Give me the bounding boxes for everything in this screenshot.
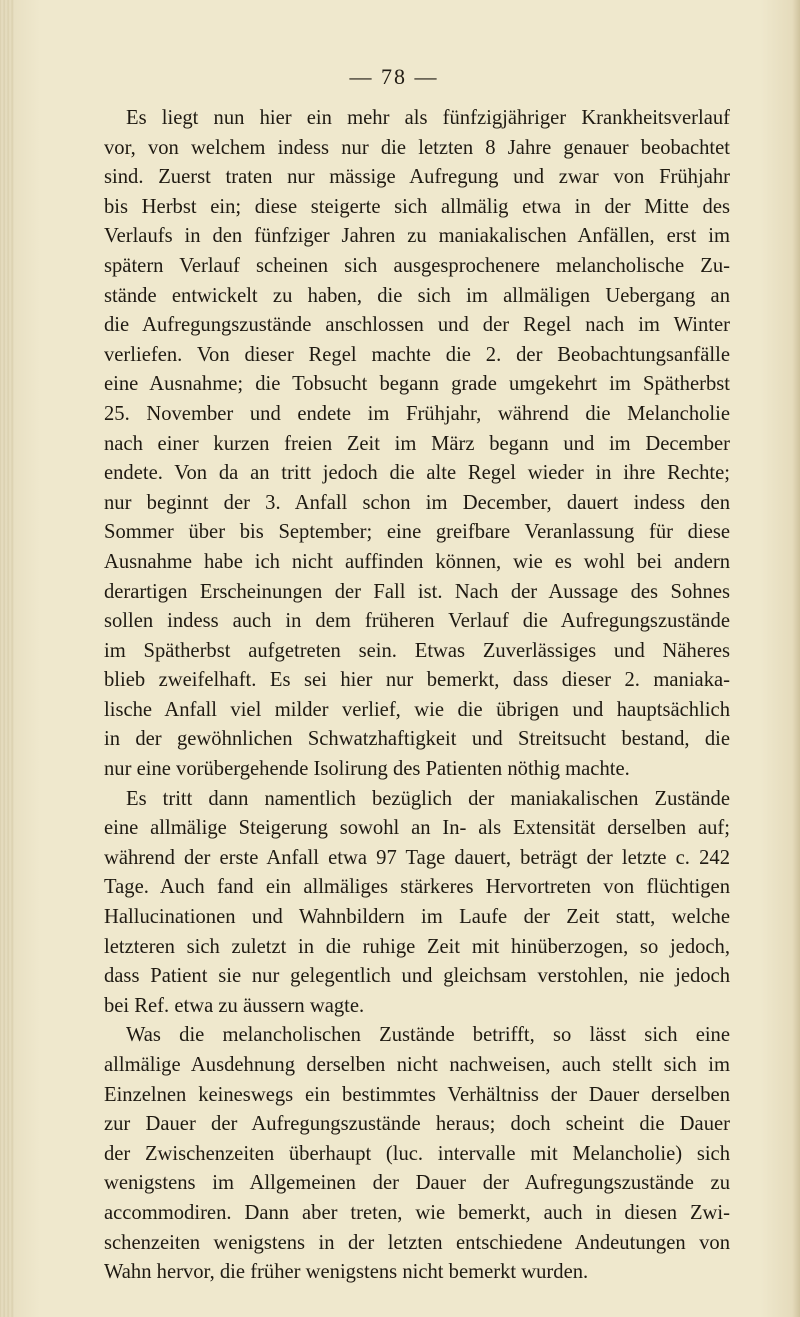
text-line: verliefen. Von dieser Regel machte die 2. der Beobachtungsanfälle [104,343,730,366]
text-line: der Zwischenzeiten überhaupt (luc. intervalle mit Melancholie) sich [104,1142,730,1165]
text-line: Verlaufs in den fünfziger Jahren zu maniakalischen Anfällen, erst im [104,225,730,248]
text-line: eine Ausnahme; die Tobsucht begann grade umgekehrt im Spätherbst [104,373,730,396]
text-line: die Aufregungszustände anschlossen und der Regel nach im Winter [104,314,730,337]
text-line: blieb zweifelhaft. Es sei hier nur bemerkt, dass dieser 2. maniaka- [104,669,730,692]
text-line: Hallucinationen und Wahnbildern im Laufe der Zeit statt, welche [104,906,730,929]
text-line: nur eine vorübergehende Isolirung des Patienten nöthig machte. [104,758,630,781]
text-line: nach einer kurzen freien Zeit im März begann und im December [104,432,730,455]
text-line: Was die melancholischen Zustände betrifft, so lässt sich eine [126,1024,730,1047]
text-line: Wahn hervor, die früher wenigstens nicht bemerkt wurden. [104,1261,589,1284]
text-line: eine allmälige Steigerung sowohl an In- als Extensität derselben auf; [104,817,730,840]
text-line: spätern Verlauf scheinen sich ausgesprochenere melancholische Zu- [104,254,730,277]
text-line: schenzeiten wenigstens in der letzten entschiedene Andeutungen von [104,1231,730,1254]
text-line: Ausnahme habe ich nicht auffinden können, wie es wohl bei andern [104,550,730,573]
text-line: Es tritt dann namentlich bezüglich der maniakalischen Zustände [126,787,730,810]
text-line: derartigen Erscheinungen der Fall ist. Nach der Aussage des Sohnes [104,580,730,603]
paragraph [104,104,730,785]
page-number: — 78 — [349,64,439,89]
text-line: wenigstens im Allgemeinen der Dauer der Aufregungszustände zu [104,1172,730,1195]
text-line: sind. Zuerst traten nur mässige Aufregung und zwar von Frühjahr [104,166,730,189]
text-line: lische Anfall viel milder verlief, wie die übrigen und hauptsächlich [104,698,730,721]
text-line: endete. Von da an tritt jedoch die alte Regel wieder in ihre Rechte; [104,462,730,485]
paragraph [104,785,730,1022]
text-line: dass Patient sie nur gelegentlich und gleichsam verstohlen, nie jedoch [104,965,730,988]
text-line: in der gewöhnlichen Schwatzhaftigkeit und Streitsucht bestand, die [104,728,730,751]
page-right-edge [792,0,800,1317]
text-line: bei Ref. etwa zu äussern wagte. [104,994,365,1017]
text-line: bis Herbst ein; diese steigerte sich allmälig etwa in der Mitte des [104,195,730,218]
page-left-edge [0,0,14,1317]
text-line: letzteren sich zuletzt in die ruhige Zeit mit hinüberzogen, so jedoch, [104,935,730,958]
text-line: vor, von welchem indess nur die letzten 8 Jahre genauer beobachtet [104,136,730,159]
text-line: Es liegt nun hier ein mehr als fünfzigjähriger Krankheitsverlauf [126,107,730,129]
body-text [104,104,730,1288]
text-line: zur Dauer der Aufregungszustände heraus; doch scheint die Dauer [104,1113,730,1136]
paragraph [104,1021,730,1287]
text-line: nur beginnt der 3. Anfall schon im December, dauert indess den [104,491,730,514]
text-line: während der erste Anfall etwa 97 Tage dauert, beträgt der letzte c. 242 [104,846,730,869]
text-line: Tage. Auch fand ein allmäliges stärkeres Hervortreten von flüchtigen [104,876,730,899]
text-line: accommodiren. Dann aber treten, wie bemerkt, auch in diesen Zwi- [104,1201,730,1224]
text-line: allmälige Ausdehnung derselben nicht nachweisen, auch stellt sich im [104,1054,730,1076]
text-line: sollen indess auch in dem früheren Verlauf die Aufregungszustände [104,610,730,633]
text-line: 25. November und endete im Frühjahr, während die Melancholie [104,402,730,425]
text-line: stände entwickelt zu haben, die sich im allmäligen Uebergang an [104,284,730,307]
text-line: Einzelnen keineswegs ein bestimmtes Verhältniss der Dauer derselben [104,1083,730,1106]
text-line: im Spätherbst aufgetreten sein. Etwas Zuverlässiges und Näheres [104,639,730,662]
text-line: Sommer über bis September; eine greifbare Veranlassung für diese [104,521,730,544]
